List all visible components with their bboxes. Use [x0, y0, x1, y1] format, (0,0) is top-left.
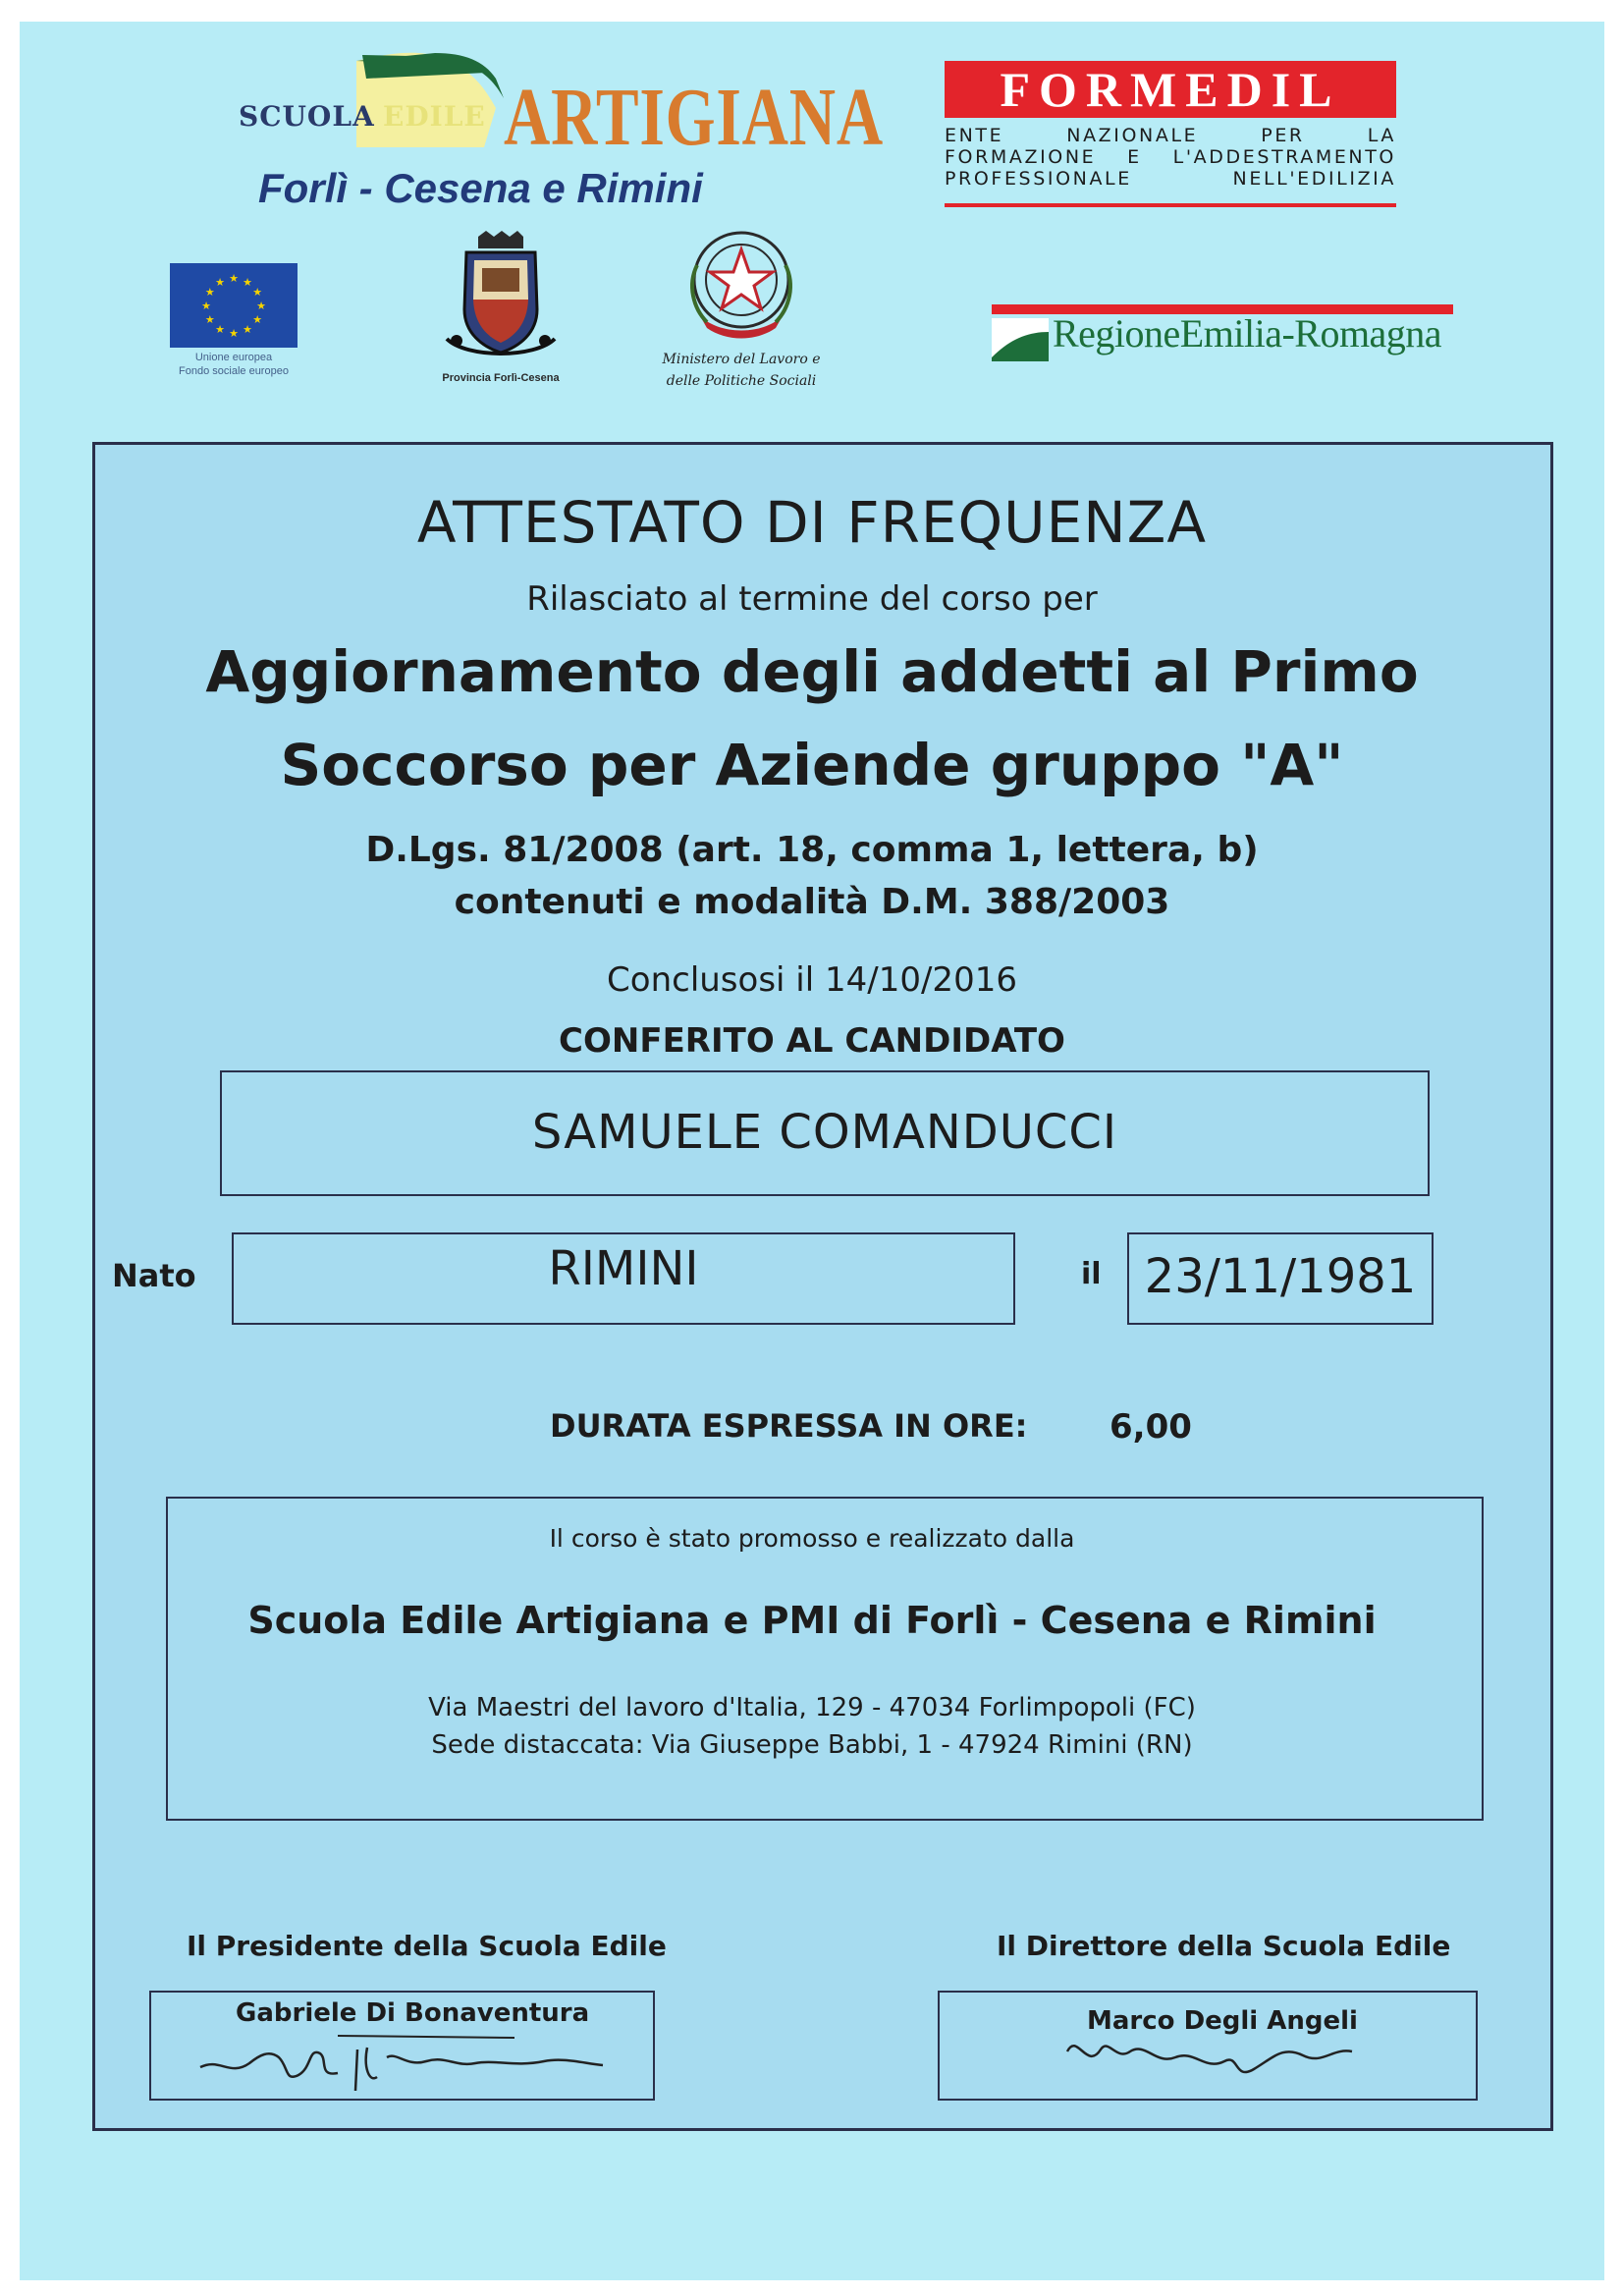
president-label: Il Presidente della Scuola Edile	[187, 1930, 667, 1962]
birth-date: 23/11/1981	[1144, 1249, 1417, 1304]
concluded-date-text: Conclusosi il 14/10/2016	[607, 960, 1017, 1000]
logo-word-scuola: SCUOLA	[239, 100, 375, 133]
president-name: Gabriele Di Bonaventura	[236, 1998, 590, 2028]
promoter-address-2: Sede distaccata: Via Giuseppe Babbi, 1 - 47924 Rimini (RN)	[431, 1730, 1193, 1760]
eu-logo	[170, 263, 298, 391]
eu-star-icon: ★	[243, 275, 252, 289]
eu-star-icon: ★	[204, 286, 215, 299]
formedil-line-1: ENTE NAZIONALE PER LA	[945, 125, 1396, 146]
awarded-to-label: CONFERITO AL CANDIDATO	[559, 1021, 1065, 1061]
director-signature-box	[938, 1991, 1478, 2101]
eu-star-icon: ★	[201, 300, 211, 312]
certificate-title: ATTESTATO DI FREQUENZA	[416, 489, 1208, 556]
promoter-name: Scuola Edile Artigiana e PMI di Forlì - Cesena e Rimini	[247, 1599, 1377, 1642]
duration-label: DURATA ESPRESSA IN ORE:	[550, 1407, 1028, 1445]
eu-star-icon: ★	[256, 300, 266, 312]
director-signature-icon	[1057, 2022, 1372, 2091]
birth-place-box	[232, 1232, 1015, 1325]
formedil-line-2: FORMAZIONE E L'ADDESTRAMENTO	[945, 146, 1396, 168]
regione-logo	[992, 304, 1463, 373]
ministero-caption-2: delle Politiche Sociali	[666, 373, 817, 389]
ministero-caption-1: Ministero del Lavoro e	[662, 352, 821, 367]
eu-star-icon: ★	[229, 327, 239, 340]
eu-star-icon: ★	[252, 286, 263, 299]
eu-star-icon: ★	[215, 323, 225, 337]
born-label: Nato	[112, 1257, 196, 1294]
provincia-caption: Provincia Forlì-Cesena	[442, 372, 560, 384]
promoter-address-1: Via Maestri del lavoro d'Italia, 129 - 47034 Forlimpopoli (FC)	[428, 1693, 1196, 1722]
duration-hours: 6,00	[1110, 1407, 1192, 1447]
provincia-logo	[417, 231, 584, 388]
eu-star-icon: ★	[229, 272, 239, 285]
eu-caption-2: Fondo sociale europeo	[179, 365, 289, 377]
eu-star-icon: ★	[252, 313, 263, 326]
italian-republic-emblem-icon	[628, 226, 854, 344]
regione-emblem-icon	[992, 318, 1049, 361]
eu-star-icon: ★	[243, 323, 252, 337]
eu-caption-1: Unione europea	[194, 352, 273, 363]
course-title-line-1: Aggiornamento degli addetti al Primo	[205, 638, 1419, 705]
logo-subtitle: Forlì - Cesena e Rimini	[258, 165, 703, 211]
eu-flag-icon	[170, 263, 298, 348]
president-signature-icon	[190, 2028, 623, 2097]
formedil-name: FORMEDIL	[945, 61, 1396, 118]
law-reference-1: D.Lgs. 81/2008 (art. 18, comma 1, lettera, b)	[365, 830, 1259, 870]
regione-name: RegioneEmilia-Romagna	[1053, 311, 1442, 355]
formedil-line-3: PROFESSIONALE NELL'EDILIZIA	[945, 168, 1396, 190]
issued-for-text: Rilasciato al termine del corso per	[526, 579, 1098, 619]
director-name: Marco Degli Angeli	[1087, 2006, 1358, 2036]
promoter-intro: Il corso è stato promosso e realizzato dalla	[549, 1524, 1075, 1553]
formedil-logo	[945, 61, 1396, 208]
date-label: il	[1081, 1257, 1102, 1291]
eu-star-icon: ★	[215, 275, 225, 289]
course-title-line-2: Soccorso per Aziende gruppo "A"	[280, 732, 1344, 798]
candidate-name-box	[220, 1070, 1430, 1196]
director-label: Il Direttore della Scuola Edile	[997, 1930, 1451, 1962]
candidate-name: SAMUELE COMANDUCCI	[531, 1105, 1118, 1160]
formedil-rule	[945, 203, 1396, 207]
ministero-logo	[628, 226, 854, 412]
law-reference-2: contenuti e modalità D.M. 388/2003	[454, 882, 1170, 922]
eu-star-icon: ★	[204, 313, 215, 326]
birth-place: RIMINI	[548, 1241, 699, 1296]
president-signature-box	[149, 1991, 655, 2101]
logo-word-edile: EDILE	[383, 100, 486, 133]
birth-date-box	[1127, 1232, 1434, 1325]
scuola-edile-logo	[239, 39, 884, 226]
provincia-crest-icon	[417, 231, 584, 368]
logo-word-artigiana: ARTIGIANA	[504, 72, 884, 163]
